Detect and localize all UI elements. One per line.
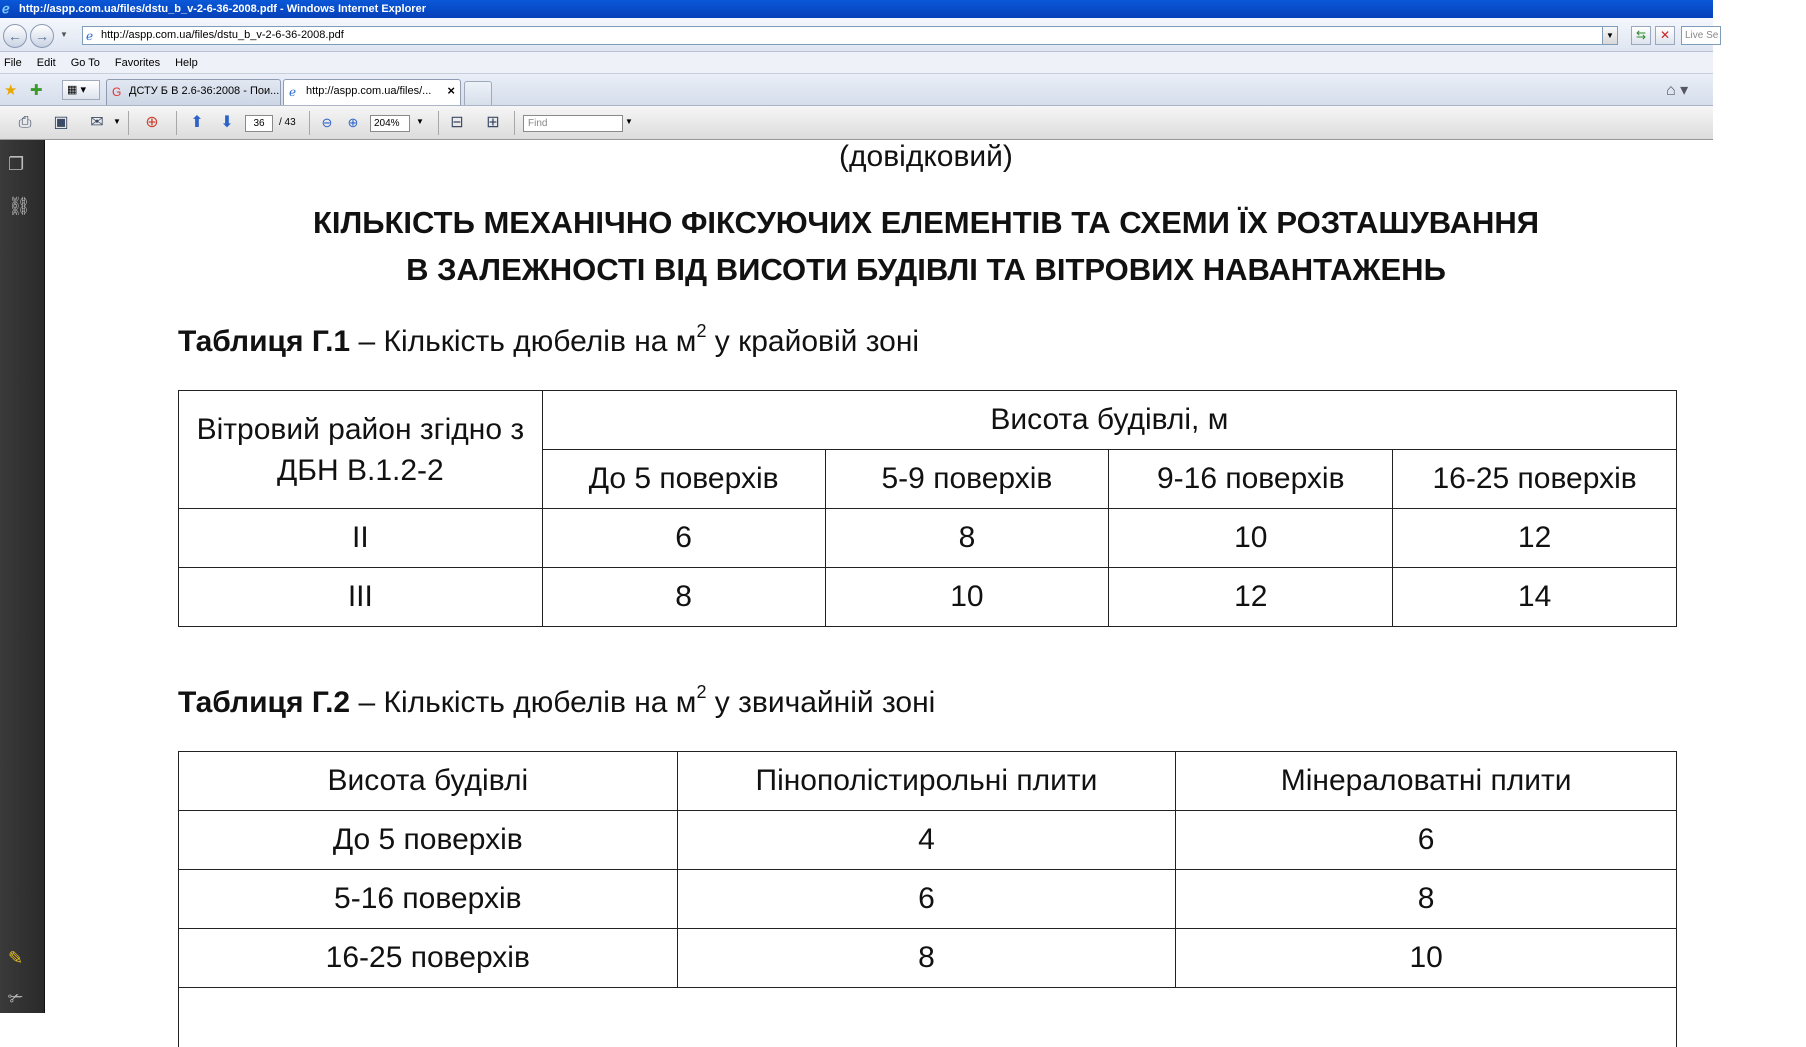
- email-share-icon[interactable]: ✉: [90, 114, 104, 131]
- zoom-dropdown-icon[interactable]: ▼: [416, 117, 424, 126]
- pdf-toolbar: [0, 106, 1713, 140]
- table1: [178, 390, 1677, 627]
- document-heading-line1: КІЛЬКІСТЬ МЕХАНІЧНО ФІКСУЮЧИХ ЕЛЕМЕНТІВ ТА СХЕМИ ЇХ РОЗТАШУВАННЯ: [312, 205, 1540, 240]
- table2-caption-label: Таблиця Г.2: [178, 686, 351, 719]
- live-search-input[interactable]: [1681, 26, 1721, 45]
- ie-page-icon: ℯ: [289, 85, 297, 99]
- history-dropdown-icon[interactable]: ▼: [60, 30, 68, 39]
- forward-button[interactable]: [30, 24, 54, 48]
- address-input[interactable]: [82, 26, 1610, 45]
- refresh-icon: ⇆: [1635, 28, 1647, 42]
- table-cell: 10: [1109, 509, 1393, 568]
- address-dropdown-icon[interactable]: ▼: [1602, 26, 1618, 45]
- live-search-placeholder: Live Se: [1685, 30, 1719, 41]
- next-page-icon[interactable]: ⬇: [220, 114, 234, 131]
- tab-pdf[interactable]: [283, 79, 461, 105]
- table-row: [179, 929, 1677, 988]
- table2-row-label: 5-16 поверхів: [179, 870, 678, 929]
- table-cell: 8: [542, 568, 825, 627]
- comments-panel-icon[interactable]: ✎: [8, 948, 24, 968]
- table1-col-header: 9-16 поверхів: [1109, 450, 1393, 509]
- tab-dstu-search[interactable]: [106, 79, 281, 105]
- table-row: [179, 568, 1677, 627]
- google-icon: G: [112, 85, 122, 99]
- menu-goto[interactable]: Go To: [70, 56, 100, 69]
- table-cell: 6: [677, 870, 1176, 929]
- table-cell: 12: [1393, 509, 1677, 568]
- ie-logo-icon: ℯ: [2, 1, 10, 16]
- appendix-subtitle: (довідковий): [839, 140, 1013, 173]
- fit-page-icon[interactable]: ⊞: [486, 114, 500, 131]
- quick-tabs-icon: ▦ ▾: [67, 84, 86, 96]
- zoom-in-icon[interactable]: ⊕: [347, 115, 359, 130]
- table-cell: 6: [542, 509, 825, 568]
- toolbar-separator: [176, 111, 177, 135]
- table-cell: 12: [1109, 568, 1393, 627]
- toolbar-separator: [514, 111, 515, 135]
- pdf-document-view[interactable]: [46, 140, 1713, 1013]
- zoom-input[interactable]: [370, 115, 410, 132]
- add-favorite-icon[interactable]: ✚: [30, 82, 43, 99]
- tab-label: ДСТУ Б В 2.6-36:2008 - Пои...: [129, 85, 280, 97]
- table2-caption: [178, 682, 936, 720]
- table-row: [179, 811, 1677, 870]
- close-tab-icon[interactable]: ×: [447, 83, 455, 98]
- table-cell: 8: [677, 929, 1176, 988]
- table1-caption-tail: у крайовій зоні: [706, 325, 920, 358]
- table2-caption-text: – Кількість дюбелів на м: [350, 686, 697, 719]
- table2-caption-tail: у звичайній зоні: [706, 686, 936, 719]
- menu-edit[interactable]: Edit: [36, 56, 56, 69]
- find-dropdown-icon[interactable]: ▼: [625, 117, 633, 126]
- table-cell: 8: [1176, 870, 1677, 929]
- table-cell: 14: [1393, 568, 1677, 627]
- table1-row-label: II: [179, 509, 543, 568]
- find-placeholder: Find: [528, 118, 548, 129]
- current-page-value: 36: [253, 118, 265, 129]
- address-url: http://aspp.com.ua/files/dstu_b_v-2-6-36-2008.pdf: [101, 29, 344, 41]
- toolbar-separator: [438, 111, 439, 135]
- print-icon[interactable]: ⎙: [18, 114, 32, 131]
- table-row: [179, 752, 1677, 811]
- table-cell: 4: [677, 811, 1176, 870]
- favorites-star-icon[interactable]: ★: [4, 82, 18, 99]
- toolbar-separator: [128, 111, 129, 135]
- ie-page-icon: ℯ: [86, 29, 94, 43]
- pdf-navigation-panel: [0, 140, 45, 1013]
- table2-col-header: Висота будівлі: [179, 752, 678, 811]
- address-row: [0, 18, 1719, 52]
- menu-help[interactable]: Help: [175, 56, 198, 69]
- table2: [178, 751, 1677, 988]
- table2-col-header: Мінераловатні плити: [1176, 752, 1677, 811]
- table-cell: 6: [1176, 811, 1677, 870]
- previous-page-icon[interactable]: ⬆: [190, 114, 204, 131]
- table2-caption-sup: 2: [696, 682, 707, 702]
- table1-row-header: Вітровий район згідно з ДБН В.1.2-2: [179, 391, 543, 509]
- zoom-out-icon[interactable]: ⊖: [321, 115, 333, 130]
- table-cell: 10: [825, 568, 1109, 627]
- page-number-input[interactable]: [245, 115, 273, 132]
- window-title: http://aspp.com.ua/files/dstu_b_v-2-6-36-2008.pdf - Windows Internet Explorer: [19, 3, 426, 15]
- pages-panel-icon[interactable]: ❐: [8, 154, 25, 174]
- menu-favorites[interactable]: Favorites: [114, 56, 161, 69]
- table2-row-label: До 5 поверхів: [179, 811, 678, 870]
- back-arrow-icon: ←: [8, 28, 22, 44]
- attachments-panel-icon[interactable]: ⛓: [8, 196, 31, 216]
- table1-caption-label: Таблиця Г.1: [178, 325, 351, 358]
- forward-arrow-icon: →: [35, 28, 49, 44]
- table1-col-header: 5-9 поверхів: [825, 450, 1109, 509]
- search-web-icon[interactable]: ⊕: [145, 114, 159, 131]
- table-row: [179, 391, 1677, 450]
- back-button[interactable]: [3, 24, 27, 48]
- table1-caption: [178, 321, 920, 359]
- toolbar-separator: [309, 111, 310, 135]
- page-total: / 43: [279, 117, 296, 128]
- stop-icon: ✕: [1659, 28, 1671, 42]
- menu-file[interactable]: File: [4, 56, 22, 69]
- tab-row: [0, 74, 1713, 106]
- table-cell: 8: [825, 509, 1109, 568]
- table1-col-header: До 5 поверхів: [542, 450, 825, 509]
- refresh-button[interactable]: [1631, 26, 1651, 45]
- save-icon[interactable]: ▣: [53, 114, 69, 131]
- table2-row-label: 16-25 поверхів: [179, 929, 678, 988]
- table-cell: 10: [1176, 929, 1677, 988]
- table1-caption-sup: 2: [696, 321, 707, 341]
- document-heading-line2: В ЗАЛЕЖНОСТІ ВІД ВИСОТИ БУДІВЛІ ТА ВІТРОВИХ НАВАНТАЖЕНЬ: [406, 252, 1446, 287]
- share-dropdown-icon[interactable]: ▼: [113, 117, 121, 126]
- table-row: [179, 870, 1677, 929]
- quick-tabs-button[interactable]: [62, 80, 100, 100]
- stop-button[interactable]: [1655, 26, 1675, 45]
- attachments-clip-icon[interactable]: ✃: [8, 988, 24, 1008]
- fit-width-icon[interactable]: ⊟: [450, 114, 464, 131]
- zoom-value: 204%: [374, 118, 400, 129]
- home-icon[interactable]: ⌂ ▾: [1666, 82, 1689, 99]
- table1-caption-text: – Кількість дюбелів на м: [350, 325, 697, 358]
- tab-label: http://aspp.com.ua/files/...: [306, 85, 432, 97]
- table1-col-header: 16-25 поверхів: [1393, 450, 1677, 509]
- find-input[interactable]: [523, 115, 623, 132]
- table-row: [179, 509, 1677, 568]
- table2-note-row: [178, 987, 1677, 1047]
- table1-group-header: Висота будівлі, м: [542, 391, 1676, 450]
- table2-col-header: Пінополістирольні плити: [677, 752, 1176, 811]
- table1-row-label: III: [179, 568, 543, 627]
- menu-bar: [0, 52, 1713, 74]
- new-tab-button[interactable]: [464, 81, 492, 105]
- window-titlebar: [0, 0, 1713, 18]
